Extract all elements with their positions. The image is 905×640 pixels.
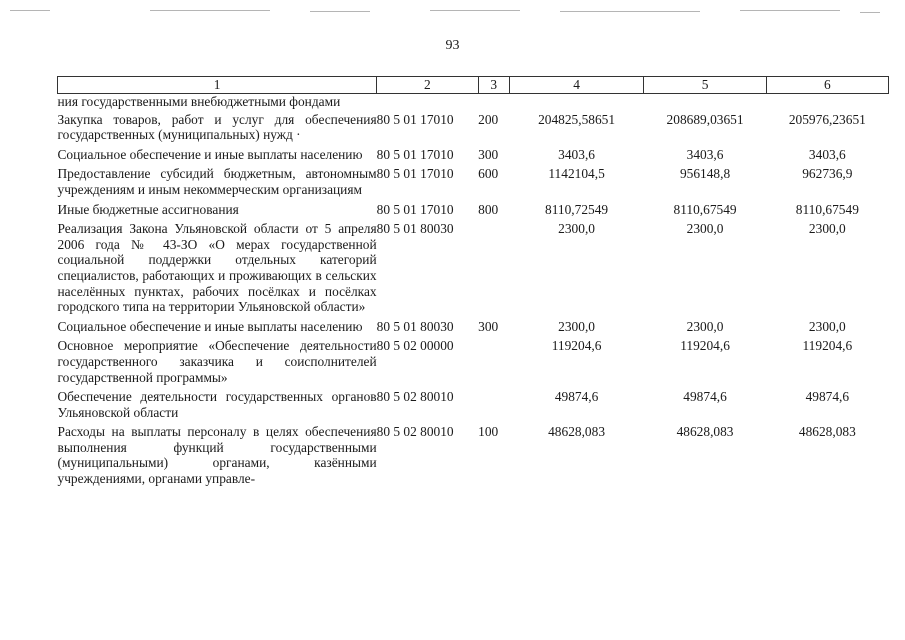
table-header-row (58, 77, 889, 94)
table-row (58, 319, 889, 339)
table-row (58, 112, 889, 147)
row-expense-type: 200 (478, 111, 499, 127)
row-value-1: 8110,72549 (545, 201, 609, 217)
row-value-3: 962736,9 (802, 166, 853, 182)
row-value-2: 2300,0 (686, 318, 724, 334)
column-header: 6 (766, 77, 888, 94)
table-row (58, 147, 889, 167)
row-name: Иные бюджетные ассигнования (57, 201, 239, 217)
row-value-3: 205976,23651 (788, 111, 866, 127)
row-code: 80 5 02 80010 (376, 389, 454, 405)
column-header: 4 (509, 77, 644, 94)
column-header: 5 (644, 77, 766, 94)
row-value-1: 2300,0 (558, 221, 595, 237)
row-expense-type (478, 389, 509, 424)
table-row (58, 94, 889, 112)
table-row (58, 202, 889, 222)
row-value-2 (644, 94, 766, 112)
row-expense-type (478, 94, 509, 112)
row-name: Предоставление субсидий бюджетным, автономным учреждениям и иным некоммерческим организациям (57, 166, 377, 197)
row-code: 80 5 01 17010 (376, 146, 454, 162)
row-expense-type: 300 (478, 318, 499, 334)
row-code: 80 5 01 17010 (376, 201, 454, 217)
row-value-1 (509, 94, 644, 112)
row-value-1: 2300,0 (558, 318, 595, 334)
row-code: 80 5 01 17010 (376, 166, 454, 182)
row-value-1: 49874,6 (554, 389, 599, 405)
row-value-3: 49874,6 (805, 389, 850, 405)
row-value-2: 3403,6 (686, 146, 724, 162)
row-expense-type (478, 221, 509, 319)
row-code: 80 5 01 80030 (376, 318, 454, 334)
row-code: 80 5 01 80030 (376, 221, 454, 237)
page-number: 93 (445, 38, 460, 53)
row-value-1: 204825,58651 (538, 111, 616, 127)
row-name: Социальное обеспечение и иные выплаты населению (57, 318, 363, 334)
row-name: Реализация Закона Ульяновской области от 5 апреля 2006 года № 43-ЗО «О мерах государственной социальной поддержки отдельных категорий специалистов, работающих и проживающих в сельских населённых пунктах, рабочих посёлках и посёлках городского типа на территории Ульяновской области» (57, 221, 377, 315)
row-expense-type (478, 338, 509, 389)
row-code (377, 94, 479, 112)
row-value-3 (766, 94, 888, 112)
row-value-3: 8110,67549 (795, 201, 859, 217)
column-header: 3 (478, 77, 509, 94)
table-row (58, 221, 889, 319)
row-code: 80 5 01 17010 (376, 111, 454, 127)
row-code: 80 5 02 00000 (376, 338, 454, 354)
row-value-3: 119204,6 (802, 338, 853, 354)
row-value-2: 2300,0 (686, 221, 724, 237)
row-value-3: 3403,6 (808, 146, 846, 162)
row-expense-type: 100 (478, 424, 499, 440)
row-name: Основное мероприятие «Обеспечение деятельности государственного заказчика и соисполнителей государственной программы» (57, 338, 377, 385)
column-header: 2 (377, 77, 479, 94)
row-name: ния государственными внебюджетными фондами (57, 94, 341, 109)
row-value-1: 3403,6 (558, 146, 595, 162)
table-row (58, 389, 889, 424)
row-value-1: 48628,083 (548, 424, 606, 440)
row-expense-type: 600 (478, 166, 499, 182)
row-name: Социальное обеспечение и иные выплаты населению (57, 146, 363, 162)
row-value-1: 119204,6 (551, 338, 602, 354)
table-row (58, 166, 889, 201)
row-name: Обеспечение деятельности государственных органов Ульяновской области (57, 389, 377, 420)
row-expense-type: 300 (478, 146, 499, 162)
row-value-2: 956148,8 (679, 166, 731, 182)
table-row (58, 424, 889, 490)
row-value-1: 1142104,5 (548, 166, 605, 182)
row-value-3: 2300,0 (808, 318, 846, 334)
row-name: Закупка товаров, работ и услуг для обеспечения государственных (муниципальных) нужд · (57, 111, 377, 143)
row-expense-type: 800 (478, 201, 499, 217)
row-value-2: 48628,083 (676, 424, 734, 440)
row-value-2: 8110,67549 (673, 201, 737, 217)
row-code: 80 5 02 80010 (376, 424, 454, 440)
row-value-3: 48628,083 (798, 424, 856, 440)
table-row (58, 338, 889, 389)
row-value-2: 119204,6 (680, 338, 730, 354)
row-value-2: 208689,03651 (666, 111, 744, 127)
row-name: Расходы на выплаты персоналу в целях обеспечения выполнения функций государственными (муниципальными) органами, казёнными учреждениями, органами управле- (57, 424, 377, 487)
column-header: 1 (58, 77, 377, 94)
budget-table (57, 76, 889, 491)
row-value-2: 49874,6 (683, 389, 727, 405)
row-value-3: 2300,0 (808, 221, 846, 237)
